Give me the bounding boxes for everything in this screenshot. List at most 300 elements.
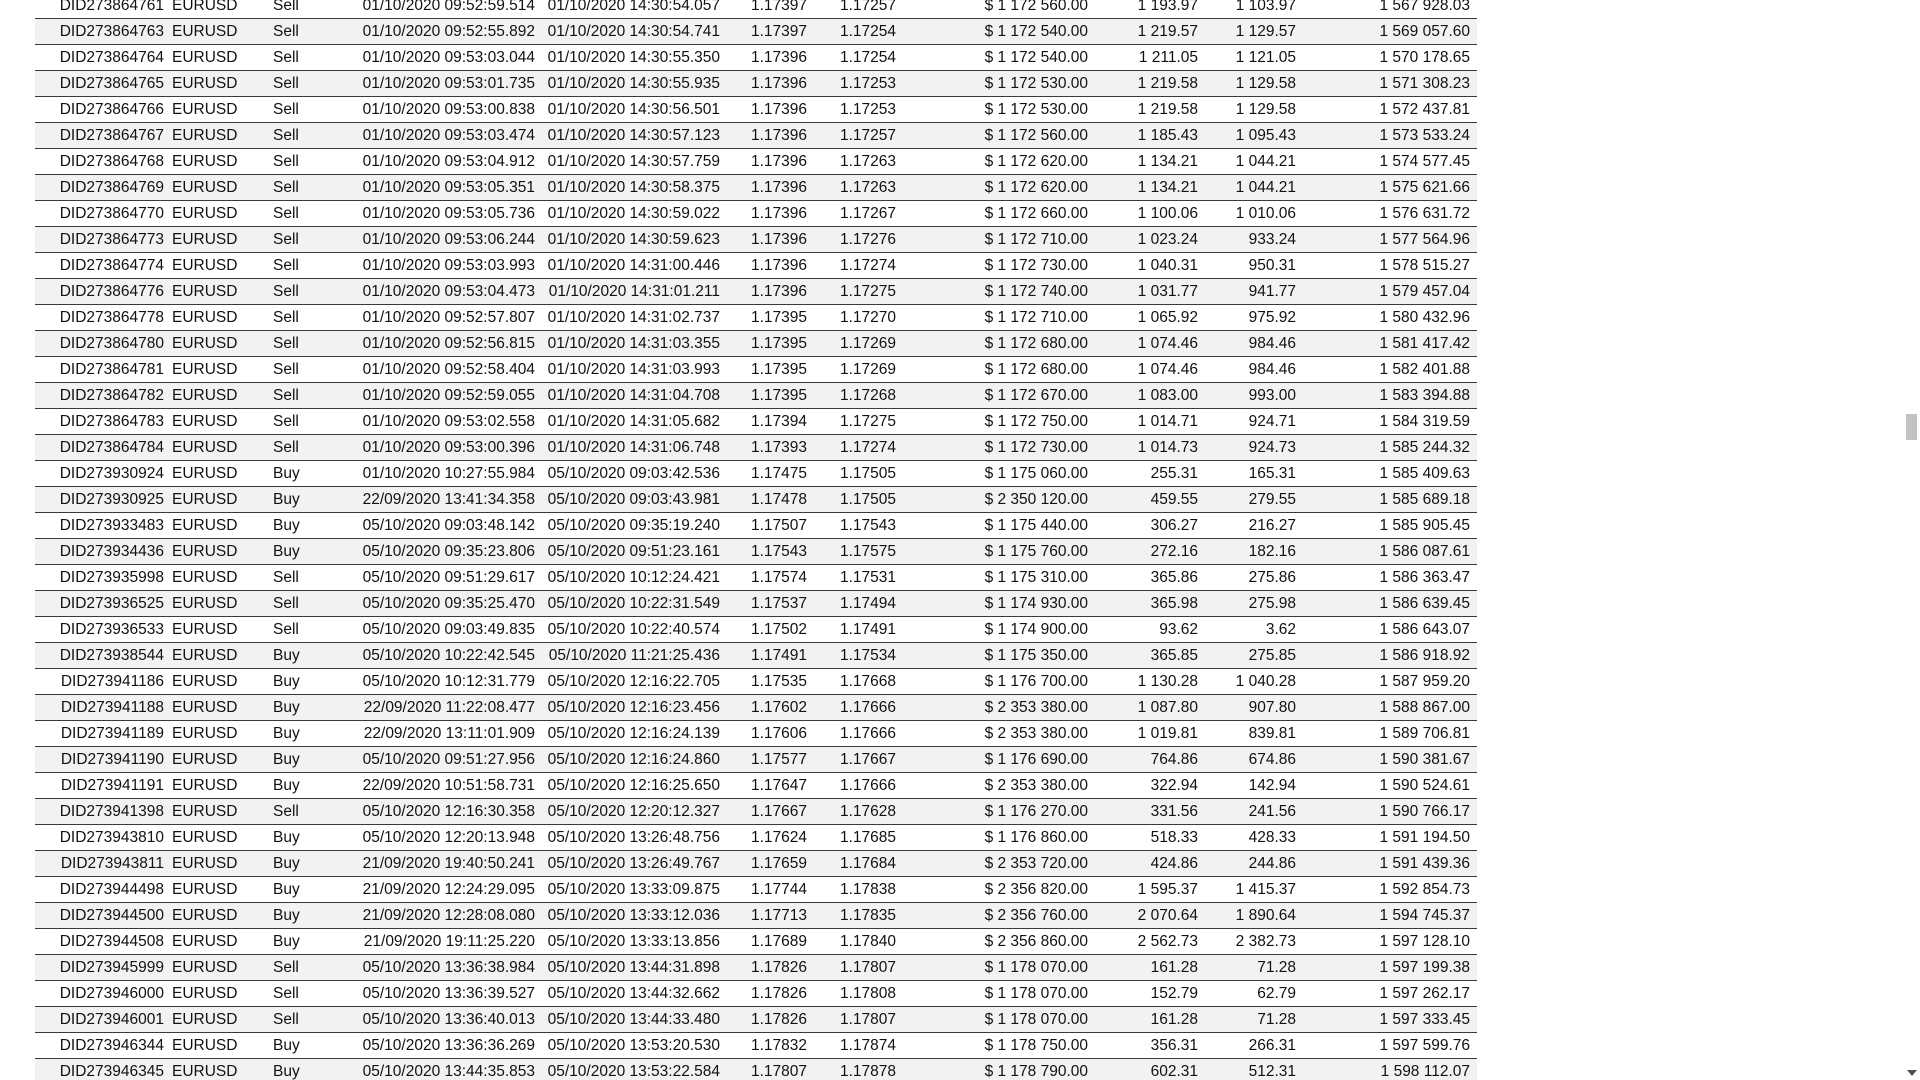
cell-net-profit: 933.24 [1211,227,1302,253]
table-row [35,643,1477,669]
cell-close-time: 01/10/2020 14:31:03.355 [535,331,722,357]
cell-close-price: 1.17807 [819,1007,920,1033]
cell-gross-profit: 602.31 [1101,1059,1211,1080]
cell-volume: $ 1 172 730.00 [920,435,1101,461]
cell-close-price: 1.17263 [819,149,920,175]
cell-volume: $ 1 178 750.00 [920,1033,1101,1059]
cell-volume: $ 1 172 540.00 [920,19,1101,45]
cell-net-profit: 924.73 [1211,435,1302,461]
cell-close-time: 01/10/2020 14:31:05.682 [535,409,722,435]
cell-open-time: 01/10/2020 09:53:05.351 [348,175,535,201]
cell-balance: 1 585 689.18 [1302,487,1477,513]
cell-ticket: DID273930925 [35,487,170,513]
cell-open-time: 01/10/2020 09:53:03.993 [348,253,535,279]
cell-close-time: 05/10/2020 13:53:22.584 [535,1059,722,1080]
cell-volume: $ 1 172 750.00 [920,409,1101,435]
cell-type: Buy [265,461,348,487]
cell-volume: $ 1 172 710.00 [920,305,1101,331]
cell-ticket: DID273864764 [35,45,170,71]
cell-net-profit: 1 121.05 [1211,45,1302,71]
table-row [35,97,1477,123]
cell-balance: 1 586 087.61 [1302,539,1477,565]
cell-type: Sell [265,565,348,591]
cell-balance: 1 571 308.23 [1302,71,1477,97]
cell-close-time: 05/10/2020 10:12:24.421 [535,565,722,591]
cell-gross-profit: 306.27 [1101,513,1211,539]
table-row [35,877,1477,903]
cell-close-time: 01/10/2020 14:31:02.737 [535,305,722,331]
cell-symbol: EURUSD [170,1059,265,1080]
cell-volume: $ 2 350 120.00 [920,487,1101,513]
table-row [35,513,1477,539]
cell-close-time: 05/10/2020 12:16:25.650 [535,773,722,799]
cell-close-time: 01/10/2020 14:30:55.350 [535,45,722,71]
cell-open-time: 01/10/2020 09:53:03.474 [348,123,535,149]
cell-net-profit: 3.62 [1211,617,1302,643]
cell-open-time: 21/09/2020 19:11:25.220 [348,929,535,955]
cell-gross-profit: 1 219.57 [1101,19,1211,45]
cell-gross-profit: 1 134.21 [1101,175,1211,201]
table-row [35,383,1477,409]
cell-close-price: 1.17257 [819,0,920,19]
cell-type: Sell [265,383,348,409]
cell-open-time: 22/09/2020 10:51:58.731 [348,773,535,799]
cell-symbol: EURUSD [170,955,265,981]
cell-gross-profit: 1 087.80 [1101,695,1211,721]
cell-ticket: DID273864770 [35,201,170,227]
cell-symbol: EURUSD [170,851,265,877]
cell-balance: 1 597 333.45 [1302,1007,1477,1033]
cell-gross-profit: 1 031.77 [1101,279,1211,305]
cell-balance: 1 588 867.00 [1302,695,1477,721]
cell-ticket: DID273941189 [35,721,170,747]
table-row [35,227,1477,253]
cell-volume: $ 1 175 440.00 [920,513,1101,539]
cell-balance: 1 579 457.04 [1302,279,1477,305]
cell-net-profit: 1 129.57 [1211,19,1302,45]
cell-balance: 1 585 409.63 [1302,461,1477,487]
cell-symbol: EURUSD [170,1033,265,1059]
cell-symbol: EURUSD [170,617,265,643]
cell-gross-profit: 459.55 [1101,487,1211,513]
cell-balance: 1 567 928.03 [1302,0,1477,19]
cell-gross-profit: 1 211.05 [1101,45,1211,71]
cell-ticket: DID273864766 [35,97,170,123]
cell-open-time: 01/10/2020 09:53:03.044 [348,45,535,71]
cell-open-time: 01/10/2020 09:53:00.396 [348,435,535,461]
cell-open-time: 01/10/2020 09:53:04.473 [348,279,535,305]
cell-gross-profit: 518.33 [1101,825,1211,851]
cell-ticket: DID273864782 [35,383,170,409]
cell-symbol: EURUSD [170,513,265,539]
cell-symbol: EURUSD [170,19,265,45]
cell-volume: $ 2 353 380.00 [920,773,1101,799]
table-row [35,123,1477,149]
cell-close-price: 1.17269 [819,331,920,357]
cell-type: Sell [265,97,348,123]
cell-symbol: EURUSD [170,383,265,409]
cell-net-profit: 839.81 [1211,721,1302,747]
cell-type: Sell [265,799,348,825]
cell-symbol: EURUSD [170,357,265,383]
cell-volume: $ 1 175 060.00 [920,461,1101,487]
cell-type: Buy [265,1059,348,1080]
cell-open-time: 05/10/2020 09:51:27.956 [348,747,535,773]
cell-open-time: 05/10/2020 13:36:40.013 [348,1007,535,1033]
cell-type: Buy [265,721,348,747]
cell-close-time: 01/10/2020 14:31:03.993 [535,357,722,383]
cell-open-price: 1.17543 [722,539,819,565]
table-row [35,253,1477,279]
cell-ticket: DID273936525 [35,591,170,617]
cell-open-time: 05/10/2020 13:36:38.984 [348,955,535,981]
cell-symbol: EURUSD [170,279,265,305]
cell-type: Buy [265,877,348,903]
cell-close-time: 05/10/2020 12:16:23.456 [535,695,722,721]
cell-balance: 1 597 262.17 [1302,981,1477,1007]
cell-balance: 1 587 959.20 [1302,669,1477,695]
cell-volume: $ 2 353 380.00 [920,695,1101,721]
cell-net-profit: 142.94 [1211,773,1302,799]
cell-open-time: 01/10/2020 09:52:57.807 [348,305,535,331]
cell-balance: 1 590 766.17 [1302,799,1477,825]
cell-close-time: 05/10/2020 13:33:12.036 [535,903,722,929]
cell-symbol: EURUSD [170,643,265,669]
cell-volume: $ 1 172 660.00 [920,201,1101,227]
cell-balance: 1 597 128.10 [1302,929,1477,955]
cell-volume: $ 1 172 680.00 [920,331,1101,357]
cell-open-time: 05/10/2020 12:20:13.948 [348,825,535,851]
cell-net-profit: 2 382.73 [1211,929,1302,955]
cell-open-price: 1.17395 [722,305,819,331]
cell-open-price: 1.17394 [722,409,819,435]
cell-open-time: 21/09/2020 19:40:50.241 [348,851,535,877]
cell-close-price: 1.17275 [819,409,920,435]
cell-symbol: EURUSD [170,487,265,513]
cell-gross-profit: 1 023.24 [1101,227,1211,253]
cell-type: Sell [265,409,348,435]
cell-ticket: DID273941190 [35,747,170,773]
cell-ticket: DID273946000 [35,981,170,1007]
cell-gross-profit: 272.16 [1101,539,1211,565]
cell-net-profit: 275.86 [1211,565,1302,591]
cell-open-price: 1.17507 [722,513,819,539]
cell-type: Buy [265,513,348,539]
cell-ticket: DID273936533 [35,617,170,643]
cell-net-profit: 275.98 [1211,591,1302,617]
cell-close-time: 01/10/2020 14:30:57.123 [535,123,722,149]
cell-open-time: 05/10/2020 13:44:35.853 [348,1059,535,1080]
cell-close-time: 05/10/2020 13:33:13.856 [535,929,722,955]
table-row [35,591,1477,617]
cell-open-time: 01/10/2020 09:53:02.558 [348,409,535,435]
cell-close-time: 01/10/2020 14:30:56.501 [535,97,722,123]
table-row [35,19,1477,45]
cell-balance: 1 582 401.88 [1302,357,1477,383]
cell-volume: $ 2 353 720.00 [920,851,1101,877]
cell-open-price: 1.17689 [722,929,819,955]
table-row [35,851,1477,877]
cell-balance: 1 586 643.07 [1302,617,1477,643]
cell-balance: 1 584 319.59 [1302,409,1477,435]
cell-close-price: 1.17808 [819,981,920,1007]
cell-gross-profit: 93.62 [1101,617,1211,643]
cell-ticket: DID273864780 [35,331,170,357]
cell-ticket: DID273864778 [35,305,170,331]
cell-volume: $ 1 172 620.00 [920,149,1101,175]
cell-close-price: 1.17531 [819,565,920,591]
cell-open-time: 01/10/2020 09:53:04.912 [348,149,535,175]
table-row [35,45,1477,71]
cell-close-time: 05/10/2020 13:44:33.480 [535,1007,722,1033]
cell-symbol: EURUSD [170,227,265,253]
cell-balance: 1 583 394.88 [1302,383,1477,409]
table-row [35,1033,1477,1059]
cell-net-profit: 1 044.21 [1211,175,1302,201]
cell-symbol: EURUSD [170,123,265,149]
cell-gross-profit: 1 100.06 [1101,201,1211,227]
cell-volume: $ 1 176 860.00 [920,825,1101,851]
cell-close-price: 1.17274 [819,253,920,279]
cell-open-price: 1.17577 [722,747,819,773]
cell-balance: 1 578 515.27 [1302,253,1477,279]
cell-close-time: 05/10/2020 13:44:32.662 [535,981,722,1007]
cell-gross-profit: 1 014.71 [1101,409,1211,435]
cell-open-price: 1.17475 [722,461,819,487]
cell-net-profit: 984.46 [1211,331,1302,357]
cell-type: Buy [265,643,348,669]
cell-volume: $ 1 176 700.00 [920,669,1101,695]
cell-gross-profit: 1 083.00 [1101,383,1211,409]
table-row [35,487,1477,513]
cell-type: Buy [265,773,348,799]
cell-volume: $ 1 174 900.00 [920,617,1101,643]
cell-close-price: 1.17838 [819,877,920,903]
cell-type: Buy [265,929,348,955]
cell-ticket: DID273941398 [35,799,170,825]
cell-type: Buy [265,747,348,773]
cell-net-profit: 165.31 [1211,461,1302,487]
cell-volume: $ 1 178 070.00 [920,955,1101,981]
cell-close-time: 01/10/2020 14:30:54.057 [535,0,722,19]
cell-close-time: 05/10/2020 09:35:19.240 [535,513,722,539]
cell-open-price: 1.17393 [722,435,819,461]
cell-net-profit: 1 129.58 [1211,97,1302,123]
cell-open-price: 1.17826 [722,955,819,981]
cell-balance: 1 594 745.37 [1302,903,1477,929]
cell-balance: 1 575 621.66 [1302,175,1477,201]
cell-open-time: 01/10/2020 09:53:05.736 [348,201,535,227]
cell-ticket: DID273864781 [35,357,170,383]
cell-volume: $ 2 353 380.00 [920,721,1101,747]
table-row [35,747,1477,773]
cell-open-price: 1.17502 [722,617,819,643]
cell-net-profit: 907.80 [1211,695,1302,721]
cell-open-price: 1.17667 [722,799,819,825]
cell-type: Sell [265,123,348,149]
cell-symbol: EURUSD [170,539,265,565]
cell-close-price: 1.17878 [819,1059,920,1080]
cell-close-price: 1.17263 [819,175,920,201]
table-row [35,357,1477,383]
cell-close-price: 1.17666 [819,773,920,799]
cell-close-time: 01/10/2020 14:31:04.708 [535,383,722,409]
cell-close-time: 05/10/2020 12:16:24.139 [535,721,722,747]
cell-balance: 1 573 533.24 [1302,123,1477,149]
cell-volume: $ 1 172 730.00 [920,253,1101,279]
cell-type: Sell [265,981,348,1007]
cell-type: Sell [265,305,348,331]
cell-volume: $ 1 172 560.00 [920,123,1101,149]
cell-gross-profit: 1 134.21 [1101,149,1211,175]
cell-close-price: 1.17534 [819,643,920,669]
cell-type: Buy [265,487,348,513]
cell-balance: 1 572 437.81 [1302,97,1477,123]
cell-symbol: EURUSD [170,695,265,721]
cell-net-profit: 241.56 [1211,799,1302,825]
cell-gross-profit: 161.28 [1101,1007,1211,1033]
cell-open-price: 1.17396 [722,227,819,253]
cell-balance: 1 586 363.47 [1302,565,1477,591]
cell-open-time: 05/10/2020 09:03:48.142 [348,513,535,539]
cell-close-time: 05/10/2020 09:03:42.536 [535,461,722,487]
cell-close-time: 05/10/2020 12:20:12.327 [535,799,722,825]
cell-type: Sell [265,71,348,97]
cell-open-price: 1.17574 [722,565,819,591]
cell-ticket: DID273864763 [35,19,170,45]
cell-type: Sell [265,617,348,643]
cell-symbol: EURUSD [170,981,265,1007]
cell-open-time: 01/10/2020 09:53:06.244 [348,227,535,253]
cell-type: Buy [265,825,348,851]
chevron-down-icon[interactable] [1907,1070,1917,1076]
cell-type: Sell [265,435,348,461]
cell-open-price: 1.17602 [722,695,819,721]
table-row [35,149,1477,175]
cell-open-price: 1.17396 [722,71,819,97]
cell-open-price: 1.17807 [722,1059,819,1080]
cell-gross-profit: 424.86 [1101,851,1211,877]
cell-open-price: 1.17535 [722,669,819,695]
cell-symbol: EURUSD [170,201,265,227]
table-row [35,981,1477,1007]
cell-volume: $ 1 172 560.00 [920,0,1101,19]
cell-balance: 1 597 599.76 [1302,1033,1477,1059]
vertical-scrollbar[interactable] [1903,0,1920,1080]
cell-ticket: DID273941186 [35,669,170,695]
cell-volume: $ 1 172 540.00 [920,45,1101,71]
cell-net-profit: 1 040.28 [1211,669,1302,695]
cell-symbol: EURUSD [170,825,265,851]
cell-balance: 1 590 524.61 [1302,773,1477,799]
table-row [35,409,1477,435]
cell-gross-profit: 365.98 [1101,591,1211,617]
table-row [35,695,1477,721]
cell-open-price: 1.17537 [722,591,819,617]
cell-net-profit: 244.86 [1211,851,1302,877]
cell-close-price: 1.17254 [819,19,920,45]
table-row [35,1059,1477,1080]
cell-open-time: 21/09/2020 12:28:08.080 [348,903,535,929]
cell-symbol: EURUSD [170,71,265,97]
table-row [35,175,1477,201]
cell-close-price: 1.17276 [819,227,920,253]
cell-balance: 1 597 199.38 [1302,955,1477,981]
cell-close-time: 05/10/2020 10:22:31.549 [535,591,722,617]
cell-open-price: 1.17396 [722,175,819,201]
cell-ticket: DID273941191 [35,773,170,799]
cell-open-time: 05/10/2020 12:16:30.358 [348,799,535,825]
table-row [35,1007,1477,1033]
cell-net-profit: 216.27 [1211,513,1302,539]
cell-close-price: 1.17491 [819,617,920,643]
cell-volume: $ 1 172 620.00 [920,175,1101,201]
cell-open-time: 05/10/2020 09:35:25.470 [348,591,535,617]
cell-ticket: DID273930924 [35,461,170,487]
cell-balance: 1 585 905.45 [1302,513,1477,539]
cell-net-profit: 279.55 [1211,487,1302,513]
table-row [35,435,1477,461]
cell-symbol: EURUSD [170,331,265,357]
cell-volume: $ 1 174 930.00 [920,591,1101,617]
cell-gross-profit: 1 130.28 [1101,669,1211,695]
cell-gross-profit: 1 065.92 [1101,305,1211,331]
cell-ticket: DID273938544 [35,643,170,669]
cell-ticket: DID273864776 [35,279,170,305]
cell-gross-profit: 255.31 [1101,461,1211,487]
cell-symbol: EURUSD [170,149,265,175]
cell-gross-profit: 1 074.46 [1101,331,1211,357]
table-row [35,305,1477,331]
table-row [35,565,1477,591]
cell-open-price: 1.17744 [722,877,819,903]
cell-open-price: 1.17396 [722,45,819,71]
cell-type: Buy [265,1033,348,1059]
cell-open-price: 1.17395 [722,357,819,383]
cell-open-price: 1.17396 [722,279,819,305]
cell-close-price: 1.17274 [819,435,920,461]
cell-net-profit: 182.16 [1211,539,1302,565]
cell-close-price: 1.17666 [819,721,920,747]
scroll-thumb[interactable] [1906,414,1917,440]
cell-type: Sell [265,357,348,383]
cell-net-profit: 674.86 [1211,747,1302,773]
cell-open-time: 22/09/2020 13:11:01.909 [348,721,535,747]
cell-open-price: 1.17396 [722,201,819,227]
cell-close-time: 05/10/2020 09:03:43.981 [535,487,722,513]
cell-open-price: 1.17396 [722,123,819,149]
cell-open-time: 05/10/2020 10:22:42.545 [348,643,535,669]
cell-close-time: 01/10/2020 14:31:06.748 [535,435,722,461]
cell-close-price: 1.17270 [819,305,920,331]
cell-balance: 1 589 706.81 [1302,721,1477,747]
cell-close-price: 1.17505 [819,487,920,513]
cell-gross-profit: 322.94 [1101,773,1211,799]
cell-close-price: 1.17874 [819,1033,920,1059]
cell-balance: 1 590 381.67 [1302,747,1477,773]
cell-balance: 1 581 417.42 [1302,331,1477,357]
cell-symbol: EURUSD [170,799,265,825]
cell-open-time: 01/10/2020 09:52:56.815 [348,331,535,357]
cell-volume: $ 1 175 760.00 [920,539,1101,565]
cell-symbol: EURUSD [170,929,265,955]
cell-close-price: 1.17543 [819,513,920,539]
cell-open-time: 01/10/2020 09:52:59.055 [348,383,535,409]
cell-open-time: 22/09/2020 13:41:34.358 [348,487,535,513]
cell-volume: $ 1 175 350.00 [920,643,1101,669]
cell-type: Buy [265,539,348,565]
cell-balance: 1 570 178.65 [1302,45,1477,71]
